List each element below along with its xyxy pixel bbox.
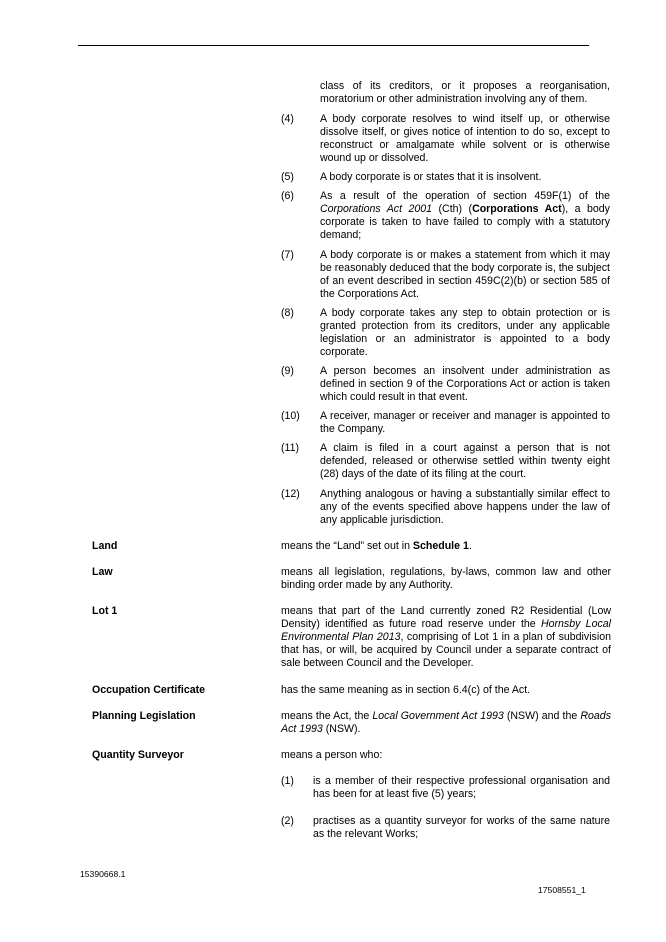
continuation-text: class of its creditors, or it proposes a reorganisation, moratorium or other administration involving any of them. bbox=[320, 80, 610, 105]
item-text: practises as a quantity surveyor for works of the same nature as the relevant Works; bbox=[313, 815, 610, 840]
term-definition: means a person who: bbox=[281, 749, 383, 761]
term-label: Law bbox=[92, 566, 113, 578]
term-label: Lot 1 bbox=[92, 605, 118, 617]
item-number: (7) bbox=[281, 249, 294, 261]
footer-doc-id-right: 17508551_1 bbox=[538, 885, 586, 895]
item-number: (6) bbox=[281, 190, 294, 202]
item-text: A body corporate takes any step to obtain protection or is granted protection from its creditors, under any applicable legislation or an administrator is appointed to a body corporate. bbox=[320, 307, 610, 358]
term-label: Land bbox=[92, 540, 118, 552]
item-text: A person becomes an insolvent under administration as defined in section 9 of the Corporations Act or action is taken which could result in that event. bbox=[320, 365, 610, 403]
term-definition: means the “Land” set out in Schedule 1. bbox=[281, 540, 472, 552]
item-number: (1) bbox=[281, 775, 294, 787]
item-number: (5) bbox=[281, 171, 294, 183]
item-text: A body corporate resolves to wind itself up, or otherwise dissolve itself, or gives notice of intention to do so, except to reconstruct or amalgamate while solvent or is otherwise wound up or dissolved. bbox=[320, 113, 610, 164]
item-number: (11) bbox=[281, 442, 300, 454]
item-text: A claim is filed in a court against a person that is not defended, released or otherwise settled within twenty eight (28) days of the date of its filing at the court. bbox=[320, 442, 610, 480]
item-text: As a result of the operation of section 459F(1) of the Corporations Act 2001 (Cth) (Corporations Act), a body corporate is taken to have failed to comply with a statutory demand; bbox=[320, 190, 610, 241]
item-text: A receiver, manager or receiver and manager is appointed to the Company. bbox=[320, 410, 610, 435]
term-label: Planning Legislation bbox=[92, 710, 196, 722]
term-label: Occupation Certificate bbox=[92, 684, 206, 696]
term-definition: means all legislation, regulations, by-laws, common law and other binding order made by any Authority. bbox=[281, 566, 611, 591]
term-label: Quantity Surveyor bbox=[92, 749, 184, 761]
item-text: A body corporate is or makes a statement from which it may be reasonably deduced that the body corporate is, the subject of an event described in section 459C(2)(b) or section 585 of the Corporations Act. bbox=[320, 249, 610, 300]
item-number: (8) bbox=[281, 307, 294, 319]
item-number: (2) bbox=[281, 815, 294, 827]
term-definition: has the same meaning as in section 6.4(c) of the Act. bbox=[281, 684, 531, 696]
item-text: is a member of their respective professional organisation and has been for at least five (5) years; bbox=[313, 775, 610, 800]
header-rule bbox=[78, 45, 589, 46]
footer-doc-id-left: 15390668.1 bbox=[80, 869, 126, 879]
term-definition: means that part of the Land currently zoned R2 Residential (Low Density) identified as future road reserve under the Hornsby Local Environmental Plan 2013, comprising of Lot 1 in a plan of subdivision that has, or will, be acquired by Council under a separate contract of sale between Council and the Developer. bbox=[281, 605, 612, 669]
item-number: (10) bbox=[281, 410, 300, 422]
item-number: (9) bbox=[281, 365, 294, 377]
item-text: Anything analogous or having a substantially similar effect to any of the events specified above happens under the law of any applicable jurisdiction. bbox=[320, 488, 610, 526]
item-text: A body corporate is or states that it is insolvent. bbox=[320, 171, 542, 183]
item-number: (12) bbox=[281, 488, 300, 500]
term-definition: means the Act, the Local Government Act 1993 (NSW) and the Roads Act 1993 (NSW). bbox=[281, 710, 611, 735]
item-number: (4) bbox=[281, 113, 294, 125]
